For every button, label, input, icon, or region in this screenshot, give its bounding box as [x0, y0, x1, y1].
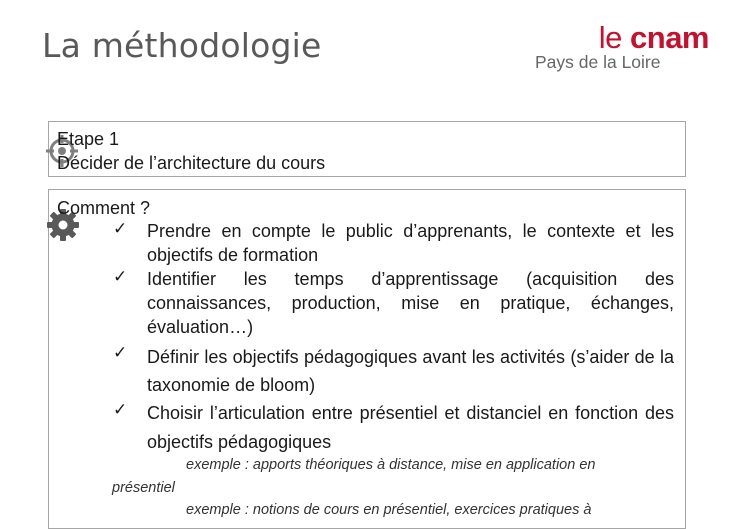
step-label: Etape 1 [57, 129, 120, 149]
list-item: Identifier les temps d’apprentissage (acquisition des connaissances, production, mise en pratique, échanges, évaluation…) [147, 269, 674, 337]
logo-part2: cnam [630, 20, 709, 55]
example-text: exemple : notions de cours en présentiel, exercices pratiques à [186, 502, 592, 518]
example-text: exemple : apports théoriques à distance, mise en application en [186, 457, 596, 473]
check-icon: ✓ [113, 400, 128, 419]
example-text: présentiel [112, 480, 175, 496]
list-item: Définir les objectifs pédagogiques avant les activités (s’aider de la taxonomie de bloom) [147, 347, 674, 395]
list-item: Choisir l’articulation entre présentiel et distanciel en fonction des objectifs pédagogiques [147, 403, 674, 452]
logo-subtitle: Pays de la Loire [535, 52, 661, 72]
how-label: Comment ? [57, 198, 151, 218]
check-icon: ✓ [113, 267, 128, 286]
check-icon: ✓ [113, 343, 128, 362]
list-item: Prendre en compte le public d’apprenants, le contexte et les objectifs de formation [147, 221, 674, 265]
check-icon: ✓ [113, 219, 128, 238]
page-title: La méthodologie [42, 26, 322, 65]
cnam-logo [535, 22, 725, 72]
logo-part1: le [598, 20, 631, 55]
logo-wordmark [599, 22, 709, 54]
step-text: Décider de l’architecture du cours [57, 153, 326, 173]
